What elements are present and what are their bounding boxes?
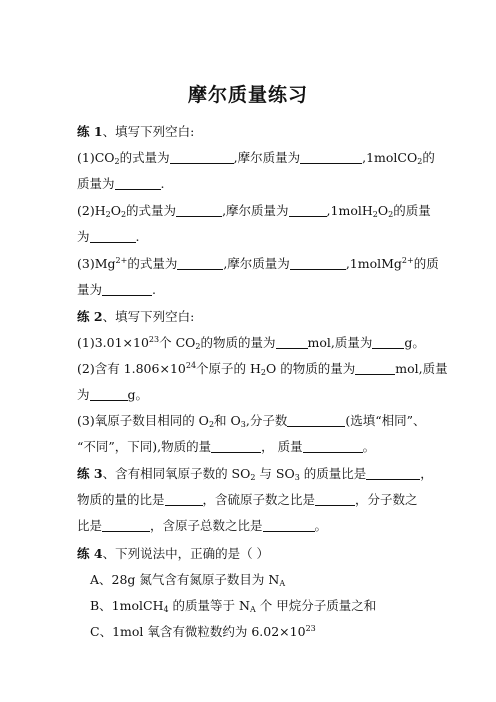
exercise-intro: 、下列说法中，正确的是（ ） [102, 546, 270, 561]
superscript: 23 [148, 335, 160, 344]
superscript: 2+ [401, 256, 414, 265]
text: mol,质量为 [307, 335, 373, 350]
text: O [377, 203, 389, 218]
superscript: 24 [185, 361, 197, 370]
text: 、含有相同氧原子数的 SO [102, 466, 251, 481]
ex3-line2 [77, 492, 418, 508]
text: O 的物质的量为 [266, 361, 356, 376]
text: 个原子的 H [196, 361, 261, 376]
ex2-q2-cont [77, 387, 148, 403]
text: (3)Mg [77, 256, 116, 271]
answer-blank[interactable] [290, 257, 346, 270]
text: 质量为 [77, 176, 115, 191]
answer-blank[interactable] [102, 519, 150, 532]
answer-blank[interactable] [211, 440, 261, 453]
text: ，分子数之 [355, 492, 418, 507]
text: ，含硫原子数之比是 [202, 492, 316, 507]
option-b[interactable] [90, 598, 376, 614]
text: 。 [362, 439, 376, 454]
ex1-q3-cont [77, 282, 156, 298]
answer-blank[interactable] [303, 440, 363, 453]
option-a[interactable] [90, 572, 285, 588]
ex2-q1 [77, 335, 425, 351]
subscript: 2 [372, 210, 378, 219]
text: 。 [314, 518, 328, 533]
exercise-intro: 、填写下列空白: [102, 309, 195, 324]
subscript: A [249, 605, 256, 614]
answer-blank[interactable] [300, 151, 362, 164]
text: (3)氧原子数目相同的 O [77, 413, 209, 428]
exercise-label: 练 1 [77, 124, 103, 139]
text: 的式量为 [126, 203, 177, 218]
subscript: 2 [417, 157, 423, 166]
text: (2)含有 1.806×10 [77, 361, 186, 376]
text: C、1mol 氧含有微粒数约为 6.02×10 [90, 624, 306, 639]
text: g。 [127, 387, 149, 402]
text: A、28g 氮气含有氮原子数目为 N [90, 572, 280, 587]
answer-blank[interactable] [177, 257, 223, 270]
subscript: A [279, 579, 286, 588]
text: ， 质量 [261, 439, 303, 454]
ex1-q1-cont [77, 176, 165, 192]
text: 与 SO [255, 466, 295, 481]
subscript: 2 [260, 368, 267, 377]
subscript: 2 [250, 473, 256, 482]
text: (选填“相同”、 [345, 413, 426, 428]
answer-blank[interactable] [115, 177, 161, 190]
answer-blank[interactable] [366, 467, 420, 480]
text: ，含原子总数之比是 [150, 518, 263, 533]
exercise-4-heading [77, 546, 269, 562]
text: . [160, 176, 165, 191]
text: 的式量为 [119, 150, 170, 165]
text: 为 [77, 229, 90, 244]
ex1-q2 [77, 203, 431, 219]
superscript: 23 [305, 624, 316, 633]
subscript: 2 [114, 157, 120, 166]
ex1-q2-cont [77, 229, 140, 245]
text: (1)CO [77, 150, 115, 165]
exercise-intro: 、填写下列空白: [102, 124, 195, 139]
subscript: 2 [105, 210, 111, 219]
text: 和 O [214, 413, 241, 428]
text: 比是 [77, 518, 103, 533]
text: O [110, 203, 121, 218]
exercise-2-heading [77, 309, 194, 325]
answer-blank[interactable] [289, 204, 327, 217]
text: 量为 [77, 282, 103, 297]
superscript: 2+ [115, 256, 128, 265]
text: mol,质量 [395, 361, 448, 376]
text: 的 [422, 150, 435, 165]
answer-blank[interactable] [90, 230, 136, 243]
ex2-q3-cont [77, 439, 375, 455]
answer-blank[interactable] [355, 362, 395, 375]
text: 物质的量的比是 [77, 492, 165, 507]
answer-blank[interactable] [165, 493, 203, 506]
text: 为 [77, 387, 90, 402]
text: (2)H [77, 203, 106, 218]
subscript: 4 [163, 605, 169, 614]
answer-blank[interactable] [90, 388, 128, 401]
ex2-q3 [77, 413, 426, 429]
answer-blank[interactable] [276, 336, 308, 349]
answer-blank[interactable] [287, 414, 345, 427]
subscript: 2 [388, 210, 394, 219]
ex1-q1 [77, 150, 435, 166]
answer-blank[interactable] [315, 493, 355, 506]
subscript: 2 [195, 342, 201, 351]
text: ， [420, 466, 433, 481]
text: 个 甲烷分子质量之和 [255, 598, 377, 613]
answer-blank[interactable] [176, 204, 222, 217]
subscript: 2 [208, 420, 215, 429]
answer-blank[interactable] [263, 519, 315, 532]
answer-blank[interactable] [372, 336, 404, 349]
text: 的质量比是 [299, 466, 367, 481]
subscript: 2 [120, 210, 127, 219]
answer-blank[interactable] [102, 283, 152, 296]
text: B、1molCH [90, 598, 164, 613]
ex3-line3 [77, 518, 327, 534]
text: . [152, 282, 156, 297]
text: “不同”，下同),物质的量 [77, 439, 212, 454]
ex1-q3 [77, 256, 439, 272]
exercise-1-heading [77, 124, 194, 140]
exercise-label: 练 4 [77, 546, 103, 561]
text: 个 CO [159, 335, 196, 350]
text: ,1molCO [362, 150, 418, 165]
text: (1)3.01×10 [77, 335, 149, 350]
text: 的物质的量为 [200, 335, 276, 350]
text: ,1molH [326, 203, 373, 218]
text: 的质量 [393, 203, 431, 218]
text: ,摩尔质量为 [223, 256, 290, 271]
subscript: 3 [240, 420, 246, 429]
text: ,分子数 [245, 413, 288, 428]
text: . [135, 229, 140, 244]
exercise-label: 练 2 [77, 309, 103, 324]
text: 的质量等于 N [168, 598, 250, 613]
text: g。 [404, 335, 425, 350]
answer-blank[interactable] [170, 151, 234, 164]
ex2-q2 [77, 361, 448, 377]
ex3-line1 [77, 466, 433, 482]
text: ,摩尔质量为 [233, 150, 301, 165]
exercise-label: 练 3 [77, 466, 103, 481]
text: ,摩尔质量为 [222, 203, 289, 218]
option-c[interactable] [90, 624, 316, 640]
page-title: 摩尔质量练习 [187, 84, 308, 106]
text: 的质 [413, 256, 439, 271]
subscript: 3 [294, 473, 300, 482]
text: ,1molMg [345, 256, 402, 271]
text: 的式量为 [127, 256, 178, 271]
